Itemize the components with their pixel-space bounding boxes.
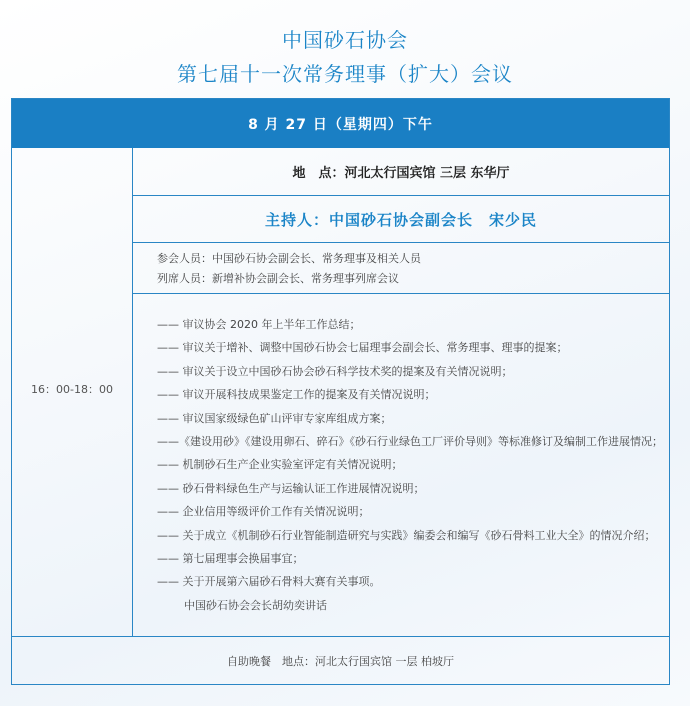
row-divider xyxy=(133,293,669,294)
agenda-item: —— 关于成立《机制砂石行业智能制造研究与实践》编委会和编写《砂石骨料工业大全》的情况介绍； xyxy=(157,528,656,542)
agenda-item: —— 关于开展第六届砂石骨料大赛有关事项。 xyxy=(157,575,381,589)
agenda-item: —— 砂石骨料绿色生产与运输认证工作进展情况说明； xyxy=(157,481,425,495)
agenda-item: —— 机制砂石生产企业实验室评定有关情况说明； xyxy=(157,458,403,472)
venue-row: 地 点：河北太行国宾馆 三层 东华厅 xyxy=(292,166,510,181)
host-row: 主持人：中国砂石协会副会长 宋少民 xyxy=(264,210,537,229)
schedule-table xyxy=(11,98,670,685)
agenda-item: —— 审议国家级绿色矿山评审专家库组成方案； xyxy=(157,411,392,425)
agenda-list xyxy=(157,313,663,617)
agenda-item: —— 审议开展科技成果鉴定工作的提案及有关情况说明； xyxy=(157,388,436,402)
agenda-item: ——《建设用砂》《建设用卵石、碎石》《砂石行业绿色工厂评价导则》等标准修订及编制工作进展情况； xyxy=(157,434,663,448)
agenda-item: —— 企业信用等级评价工作有关情况说明； xyxy=(157,505,370,519)
session-date-header: 8 月 27 日（星期四）下午 xyxy=(12,99,669,148)
closing-speech: 中国砂石协会会长胡幼奕讲话 xyxy=(184,598,327,612)
dinner-row: 自助晚餐 地点：河北太行国宾馆 一层 柏坡厅 xyxy=(227,654,454,668)
participants-observers: 列席人员：新增补协会副会长、常务理事列席会议 xyxy=(157,272,399,285)
agenda-item: —— 审议关于设立中国砂石协会砂石科学技术奖的提案及有关情况说明； xyxy=(157,364,513,378)
meeting-title: 第七届十一次常务理事（扩大）会议 xyxy=(177,62,513,86)
agenda-item: —— 审议关于增补、调整中国砂石协会七届理事会副会长、常务理事、理事的提案； xyxy=(157,341,568,355)
agenda-item: —— 审议协会 2020 年上半年工作总结； xyxy=(157,318,361,331)
participants-attendees: 参会人员：中国砂石协会副会长、常务理事及相关人员 xyxy=(157,252,421,265)
row-divider xyxy=(133,242,669,243)
agenda-item: —— 第七届理事会换届事宜； xyxy=(157,551,304,565)
session-time: 16：00-18：00 xyxy=(31,383,113,396)
organization-title: 中国砂石协会 xyxy=(282,28,408,52)
participants-block xyxy=(157,249,421,289)
